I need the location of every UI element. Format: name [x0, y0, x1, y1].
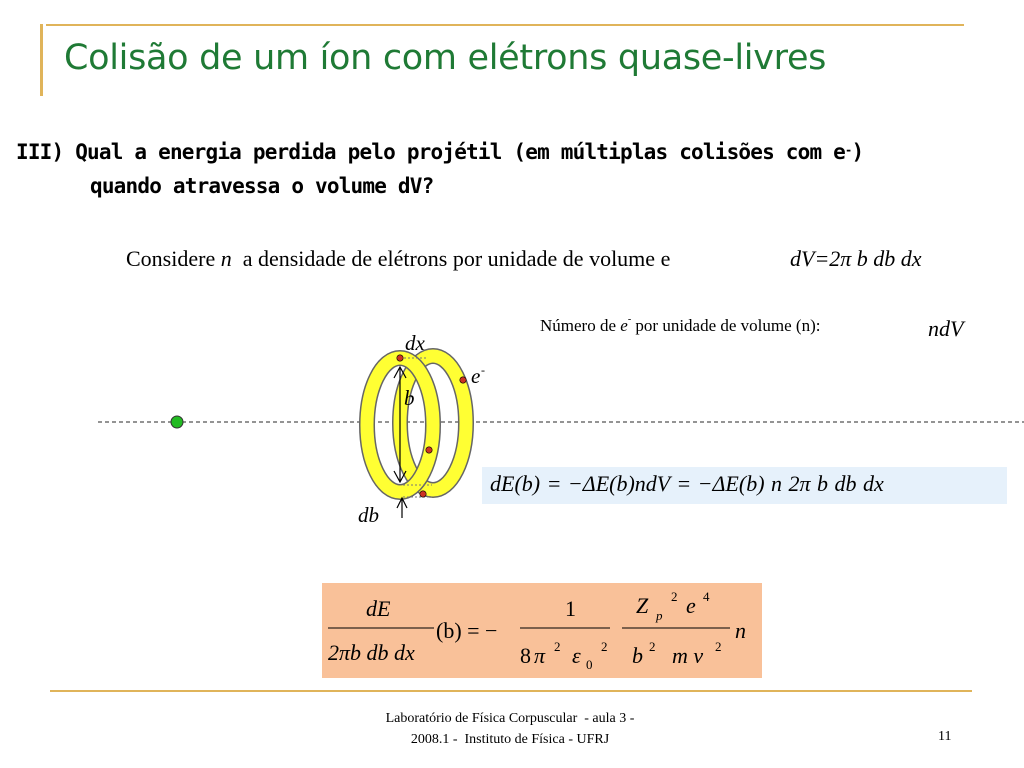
lhs-argument: (b) = −: [436, 618, 498, 643]
slide-title: Colisão de um íon com elétrons quase-livres: [64, 38, 827, 78]
frac2-num-sub: p: [656, 608, 663, 623]
formula2-tail: n: [735, 618, 746, 643]
ion-dot: [171, 416, 183, 428]
frac1-den-pi-sup: 2: [554, 639, 561, 654]
electron-count-value: ndV: [928, 316, 964, 341]
frac2-den-mv: m v: [672, 643, 704, 668]
frac2-den-b-sup: 2: [649, 639, 656, 654]
formula2-svg: [322, 583, 762, 678]
frac2-num-sup: 2: [671, 589, 678, 604]
question-suffix: ): [851, 140, 864, 164]
energy-loss-formula: dE(b) = −ΔE(b)ndV = −ΔE(b) n 2π b db dx: [482, 467, 1007, 504]
energy-loss-differential-formula: [322, 583, 762, 678]
frac2-den-b: b: [632, 643, 643, 668]
frac1-numerator: 1: [565, 596, 576, 621]
count-label-var: e: [620, 316, 628, 335]
question-sup: -: [845, 143, 852, 157]
frac2-num-z: Z: [636, 593, 649, 618]
frac1-den-eps-sup: 2: [601, 639, 608, 654]
count-label-after: por unidade de volume (n):: [631, 316, 821, 335]
b-label: b: [404, 386, 415, 410]
consider-after: a densidade de elétrons por unidade de volume e: [231, 246, 671, 271]
page-number: 11: [938, 729, 952, 744]
lhs-numerator: dE: [366, 596, 391, 621]
footer-line1: Laboratório de Física Corpuscular - aula 3 -: [385, 711, 635, 726]
consider-before: Considere: [126, 246, 221, 271]
electron-dot: [460, 377, 466, 383]
bottom-divider: [50, 690, 972, 692]
count-label-sup: -: [627, 314, 632, 325]
dx-label: dx: [405, 331, 425, 355]
question-line2: quando atravessa o volume dV?: [90, 174, 434, 198]
frac1-den-pi: π: [534, 643, 546, 668]
footer-line2: 2008.1 - Instituto de Física - UFRJ: [410, 732, 610, 747]
frac1-den-8: 8: [520, 643, 531, 668]
count-label-before: Número de: [540, 316, 621, 335]
frac2-num-e-sup: 4: [703, 589, 710, 604]
volume-element-formula: dV=2π b db dx: [790, 246, 922, 271]
frac2-num-e: e: [686, 593, 696, 618]
electron-dot: [426, 447, 432, 453]
electron-dot: [420, 491, 426, 497]
lhs-denominator: 2πb db dx: [328, 640, 415, 665]
electron-label-sup: -: [481, 363, 485, 377]
db-label: db: [358, 503, 379, 527]
frac1-den-eps-sub: 0: [586, 657, 593, 672]
frac2-den-v-sup: 2: [715, 639, 722, 654]
frac1-den-eps: ε: [572, 643, 581, 668]
question-prefix: III) Qual a energia perdida pelo projétil (em múltiplas colisões com e: [16, 140, 846, 164]
electron-dot: [397, 355, 403, 361]
consider-var: n: [220, 246, 232, 271]
electron-label: e: [471, 364, 481, 388]
footer-text: [300, 708, 720, 750]
